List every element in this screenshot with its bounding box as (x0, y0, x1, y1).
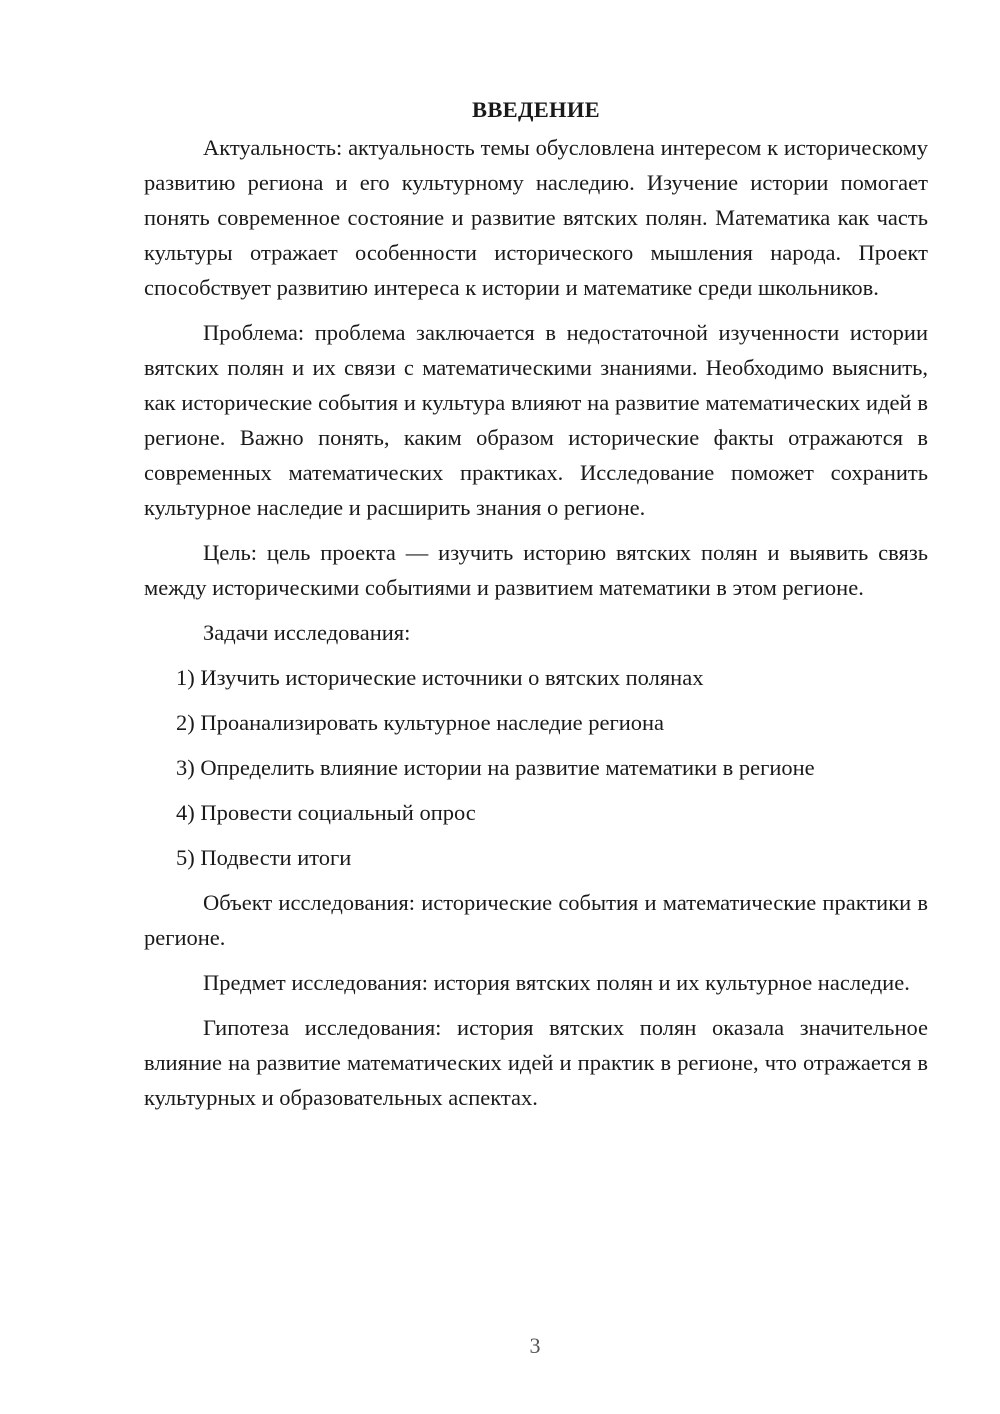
task-item: 1) Изучить исторические источники о вятских полянах (176, 665, 704, 690)
task-item: 3) Определить влияние истории на развитие математики в регионе (176, 755, 815, 780)
object-paragraph: Объект исследования: исторические события и математические практики в регионе. (144, 890, 928, 950)
page-number: 3 (529, 1333, 541, 1358)
section-title: ВВЕДЕНИЕ (472, 97, 600, 122)
subject-paragraph: Предмет исследования: история вятских полян и их культурное наследие. (203, 970, 910, 995)
hypothesis-paragraph: Гипотеза исследования: история вятских полян оказала значительное влияние на развитие математических идей и практик в регионе, что отражается в культурных и образовательных аспектах. (144, 1015, 928, 1110)
tasks-list (144, 660, 928, 875)
relevance-paragraph: Актуальность: актуальность темы обусловлена интересом к историческому развитию региона и его культурному наследию. Изучение истории помогает понять современное состояние и развитие вятских полян. Математика как часть культуры отражает особенности исторического мышления народа. Проект способствует развитию интереса к истории и математике среди школьников. (144, 135, 928, 300)
document-page (144, 92, 928, 1115)
tasks-heading: Задачи исследования: (203, 620, 411, 645)
task-item: 5) Подвести итоги (176, 845, 352, 870)
task-item: 2) Проанализировать культурное наследие региона (176, 710, 665, 735)
problem-paragraph: Проблема: проблема заключается в недостаточной изученности истории вятских полян и их связи с математическими знаниями. Необходимо выяснить, как исторические события и культура влияют на развитие математических идей в регионе. Важно понять, каким образом исторические факты отражаются в современных математических практиках. Исследование поможет сохранить культурное наследие и расширить знания о регионе. (144, 320, 928, 520)
goal-paragraph: Цель: цель проекта — изучить историю вятских полян и выявить связь между историческими событиями и развитием математики в этом регионе. (144, 540, 928, 600)
task-item: 4) Провести социальный опрос (176, 800, 476, 825)
